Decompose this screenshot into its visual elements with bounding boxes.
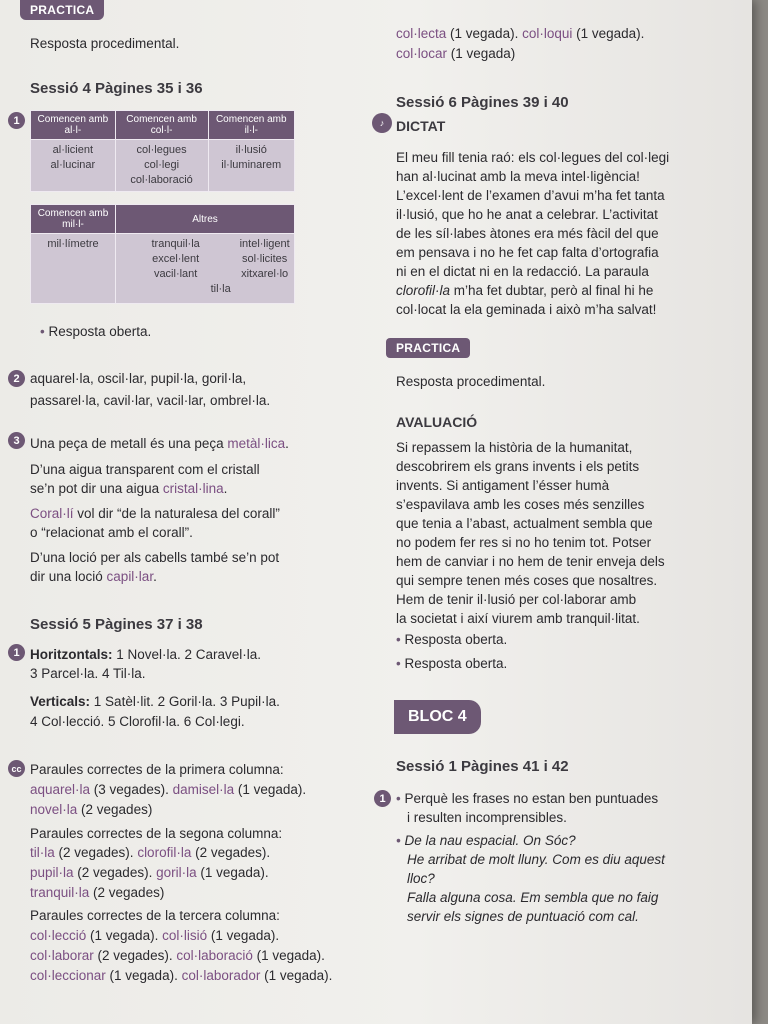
dictat-title: DICTAT [396,118,446,134]
highlight-word: pupil·la [30,865,74,880]
text: (2 vegades). [54,845,138,860]
word-count-line [30,843,270,862]
session4-title: Sessió 4 Pàgines 35 i 36 [30,80,203,97]
text: De la nau espacial. On Sóc? [404,833,576,848]
text: . [153,569,157,584]
text: . [285,436,289,451]
highlight-word: col·loqui [522,26,573,41]
word-count-line [30,926,279,945]
word: al·lucinar [50,159,96,171]
highlight-word: col·lecció [30,928,87,943]
open-answer-text: Resposta oberta. [404,632,508,647]
dictat-line [396,281,741,300]
word: tranquil·la [151,238,200,250]
word-count-line [30,946,325,965]
word-count-line [396,24,644,43]
ex3-sentence [30,479,227,498]
word: excel·lent [152,253,200,265]
text: se’n pot dir una aigua [30,481,163,496]
word-count-line [30,883,164,902]
text: (1 vegada). [86,928,163,943]
session6-title: Sessió 6 Pàgines 39 i 40 [396,94,569,111]
word: il·lusió [235,144,267,156]
dictat-line: ni en el dictat ni en la redacció. La paraula [396,264,649,279]
avaluacio-line: la societat i així viurem amb tranquil·litat. [396,611,640,626]
table-cell [31,234,116,304]
answer-line: servir els signes de puntuació com cal. [407,909,639,924]
text: (1 vegada). [252,948,325,963]
text: 1 Novel·la. 2 Caravel·la. [116,647,262,662]
text: m’ha fet dubtar, però al final hi he [450,283,654,298]
word: sol·licites [242,253,288,265]
table-cell [31,140,116,192]
text: Una peça de metall és una peça [30,436,228,451]
answer-line: He arribat de molt lluny. Com es diu aquest [407,852,665,867]
table-cell [115,140,208,192]
session5-title: Sessió 5 Pàgines 37 i 38 [30,616,203,633]
table-cell [208,140,295,192]
column-title: Paraules correctes de la segona columna: [30,826,283,841]
highlight-word: cristal·lina [162,481,224,496]
text: (1 vegada). [207,928,280,943]
text: (2 vegades). [73,865,157,880]
table-header: Comencen amb al·l- [31,111,116,140]
avaluacio-line: no podem fer res si no ho tenim tot. Potser [396,535,652,550]
text: (3 vegades). [90,782,173,797]
word: mil·límetre [47,238,99,250]
word-count-line [30,966,332,985]
ex3-sentence [30,434,289,453]
procedural-answer: Resposta procedimental. [396,374,546,389]
exercise-number: 3 [8,432,25,449]
ex3-sentence: o “relacionat amb el corall”. [30,525,193,540]
word-count-line [30,863,269,882]
horizontals-line: 3 Parcel·la. 4 Til·la. [30,666,146,681]
word: al·licient [52,144,94,156]
column-title: Paraules correctes de la tercera columna: [30,908,280,923]
text: (1 vegada) [447,46,516,61]
avaluacio-line: Hem de tenir il·lusió per col·laborar amb [396,592,637,607]
word: col·legi [144,159,180,171]
highlight-word: clorofil·la [137,845,192,860]
dictat-line: de les síl·labes àtones era més fàcil del que [396,226,659,241]
dictat-line: col·locat la ela geminada i això m’ha salvat! [396,302,657,317]
verticals-label: Verticals: [30,694,94,709]
word: col·legues [136,144,187,156]
double-l-table-1 [30,110,295,192]
open-answer [396,630,507,649]
text: (1 vegada). [234,782,307,797]
highlight-word: tranquil·la [30,885,90,900]
word: xitxarel·lo [241,268,289,280]
text: 1 Satèl·lit. 2 Goril·la. 3 Pupil·la. [93,694,280,709]
table-header: Comencen amb mil·l- [31,205,116,234]
practica-tag: PRACTICA [20,0,104,20]
answer-line: lloc? [407,871,435,886]
dictat-line: L’excel·lent de l’examen d’avui m’ha fet tanta [396,188,665,203]
highlight-word: til·la [30,845,55,860]
exercise-number: 1 [8,644,25,661]
group-activity-icon: cc [8,760,25,777]
highlight-word: col·lisió [162,928,208,943]
highlight-word: col·laborar [30,948,94,963]
text: Perquè les frases no estan ben puntuades [404,791,659,806]
avaluacio-text [396,438,741,628]
avaluacio-line: hem de canviar i no hem de tenir enveja dels [396,554,665,569]
exercise-number: 1 [374,790,391,807]
verticals-line [30,692,280,711]
table-header: Comencen amb col·l- [115,111,208,140]
bloc-4-label: BLOC 4 [394,700,481,734]
text: . [223,481,228,496]
highlight-word: goril·la [156,865,197,880]
answer-line [396,831,576,850]
avaluacio-line: s’espavilava amb les coses més senzilles [396,497,645,512]
exercise-number: 1 [8,112,25,129]
highlight-word: col·laboració [176,948,253,963]
dictat-line: il·lusió, que ho he anat a celebrar. L’activitat [396,207,658,222]
highlight-word: col·locar [396,46,448,61]
open-answer [396,654,507,673]
word-count-line [396,44,515,63]
text: (1 vegada). [260,968,333,983]
horizontals-label: Horitzontals: [30,647,117,662]
word: il·luminarem [221,159,282,171]
text: (1 vegada). [572,26,645,41]
avaluacio-line: invents. Si antigament l’ésser humà [396,478,610,493]
dictat-text [396,148,741,319]
text: (1 vegada). [446,26,523,41]
practica-tag: PRACTICA [386,338,470,358]
highlight-word: Coral·lí [30,506,74,521]
open-answer [40,322,151,341]
open-answer-text: Resposta oberta. [48,324,152,339]
text: (1 vegada). [196,865,269,880]
avaluacio-line: Si repassem la història de la humanitat, [396,440,633,455]
highlight-word: col·leccionar [30,968,106,983]
word: col·laboració [130,174,193,186]
text: (2 vegades) [77,802,153,817]
answer-line [396,789,658,808]
dictation-icon: ♪ [372,113,392,133]
dictat-line: han al·lucinat amb la meva intel·ligència! [396,169,640,184]
horizontals-line [30,645,261,664]
table-cell [235,234,294,304]
answer-block [407,850,737,926]
text: dir una loció [30,569,107,584]
double-l-table-2 [30,204,295,304]
highlight-word: aquarel·la [30,782,91,797]
answer-line: Falla alguna cosa. Em sembla que no faig [407,890,659,905]
avaluacio-line: que tenia a l’abast, actualment sembla que [396,516,653,531]
table-cell [116,234,236,304]
highlight-word: novel·la [30,802,78,817]
word-count-line [30,800,152,819]
ex3-sentence: D’una loció per als cabells també se’n pot [30,550,280,565]
ex2-line: passarel·la, cavil·lar, vacil·lar, ombrel·la. [30,393,271,408]
table-header: Altres [116,205,295,234]
session1-title: Sessió 1 Pàgines 41 i 42 [396,758,569,775]
exercise-number: 2 [8,370,25,387]
text: (1 vegada). [105,968,182,983]
answer-line: i resulten incomprensibles. [407,810,567,825]
dictat-line: El meu fill tenia raó: els col·legues del col·legi [396,150,670,165]
highlight-word: col·laborador [181,968,261,983]
word: til·la [210,283,231,295]
word: intel·ligent [239,238,290,250]
table-header: Comencen amb il·l- [208,111,295,140]
verticals-line: 4 Col·lecció. 5 Clorofil·la. 6 Col·legi. [30,714,245,729]
highlight-word: damisel·la [172,782,235,797]
avaluacio-line: qui sempre tenen més coses que nosaltres. [396,573,658,588]
text: (2 vegades). [93,948,177,963]
text: vol dir “de la naturalesa del corall” [73,506,280,521]
open-answer-text: Resposta oberta. [404,656,508,671]
highlight-word: col·lecta [396,26,447,41]
highlight-word: metàl·lica [227,436,286,451]
ex3-sentence: D’una aigua transparent com el cristall [30,462,260,477]
highlight-word: capil·lar [106,569,154,584]
text: (2 vegades) [89,885,165,900]
italic-word: clorofil·la [396,283,451,298]
column-title: Paraules correctes de la primera columna: [30,762,284,777]
text: (2 vegades). [191,845,271,860]
ex2-line: aquarel·la, oscil·lar, pupil·la, goril·la, [30,371,247,386]
avaluacio-line: descobrirem els grans invents i els petits [396,459,640,474]
ex3-sentence [30,504,280,523]
procedural-answer: Resposta procedimental. [30,36,180,51]
avaluacio-title: AVALUACIÓ [396,414,478,430]
word-count-line [30,780,306,799]
dictat-line: em pensava i no he fet cap falta d’ortografia [396,245,659,260]
word: vacil·lant [153,268,198,280]
ex3-sentence [30,567,157,586]
